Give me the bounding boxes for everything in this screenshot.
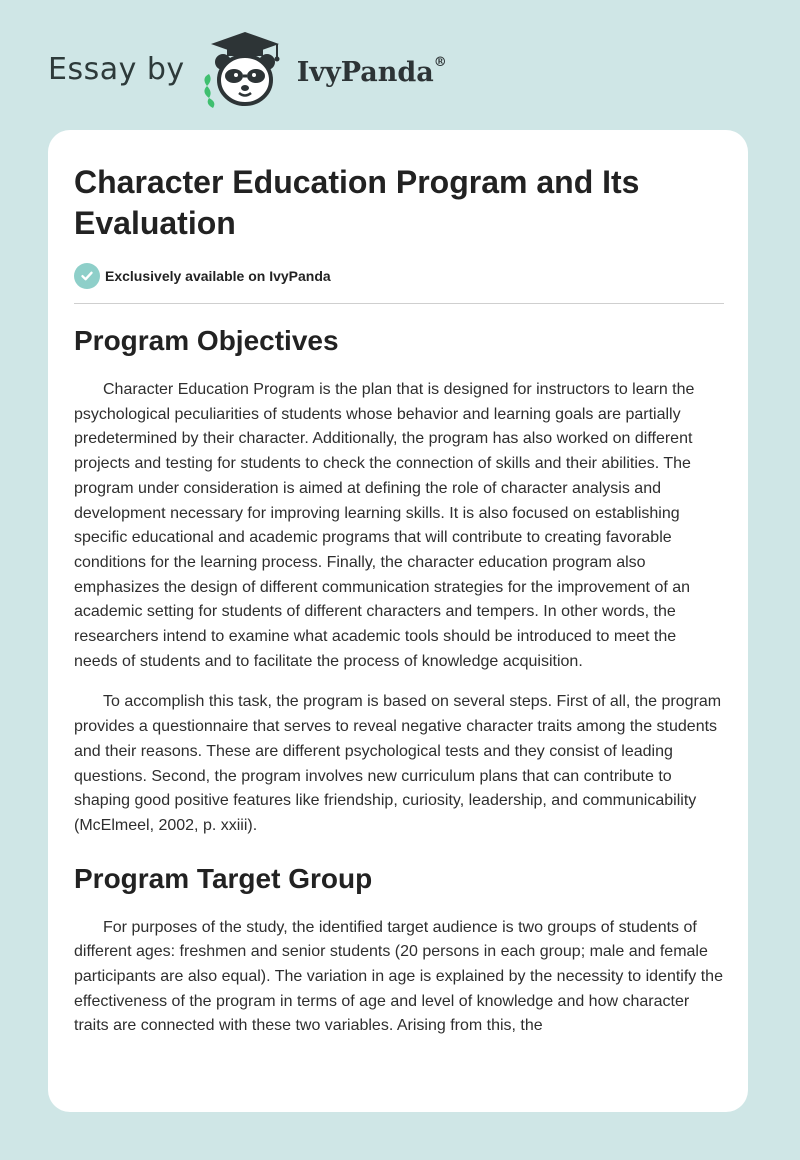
section-heading-objectives: Program Objectives [74, 325, 339, 356]
paragraph: Character Education Program is the plan that is designed for instructors to learn the psychological peculiarities of students whose behavior and learning goals are partially predetermined by their character. Additionally, the program has also worked on different projects and testing for students to check the connection of skills and their abilities. The program under consideration is aimed at defining the role of character analysis and development necessary for improving learning skills. It is also focused on establishing specific educational and academic programs that will contribute to creating favorable conditions for the learning process. Finally, the character education program also emphasizes the design of different communication strategies for the improvement of an academic setting for students of different characters and tempers. In other words, the researchers intend to examine what academic tools should be introduced to meet the needs of students and to facilitate the process of knowledge acquisition. [74, 381, 695, 670]
page-title: Character Education Program and Its Evaluation [74, 164, 640, 241]
essay-by-label: Essay by [48, 51, 185, 87]
site-header [48, 30, 508, 110]
brand-text: IvyPanda [296, 56, 434, 88]
essay-body [74, 323, 724, 1055]
brand-name[interactable] [296, 54, 447, 88]
divider [74, 303, 724, 304]
exclusive-badge-label: Exclusively available on IvyPanda [105, 268, 331, 284]
check-circle-icon [74, 263, 100, 289]
section-heading-target-group: Program Target Group [74, 862, 373, 894]
paragraph: To accomplish this task, the program is based on several steps. First of all, the program provides a questionnaire that serves to reveal negative character traits among the students and their reasons. These are different psychological tests and they consist of leading questions. Second, the program involves new curriculum plans that can contribute to shaping good positive features like friendship, curiosity, leadership, and communicability (McElmeel, 2002, p. xxiii). [74, 693, 722, 834]
exclusive-badge [74, 262, 331, 290]
registered-mark: ® [433, 54, 447, 70]
panda-logo-icon[interactable] [199, 30, 291, 110]
essay-card [48, 130, 748, 1112]
paragraph: For purposes of the study, the identified target audience is two groups of students of different ages: freshmen and senior students (20 persons in each group; male and female participants are also equal). The variation in age is explained by the necessity to identify the effectiveness of the program in terms of age and level of knowledge and how character traits are connected with these two variables. Arising from this, the [74, 918, 723, 1035]
